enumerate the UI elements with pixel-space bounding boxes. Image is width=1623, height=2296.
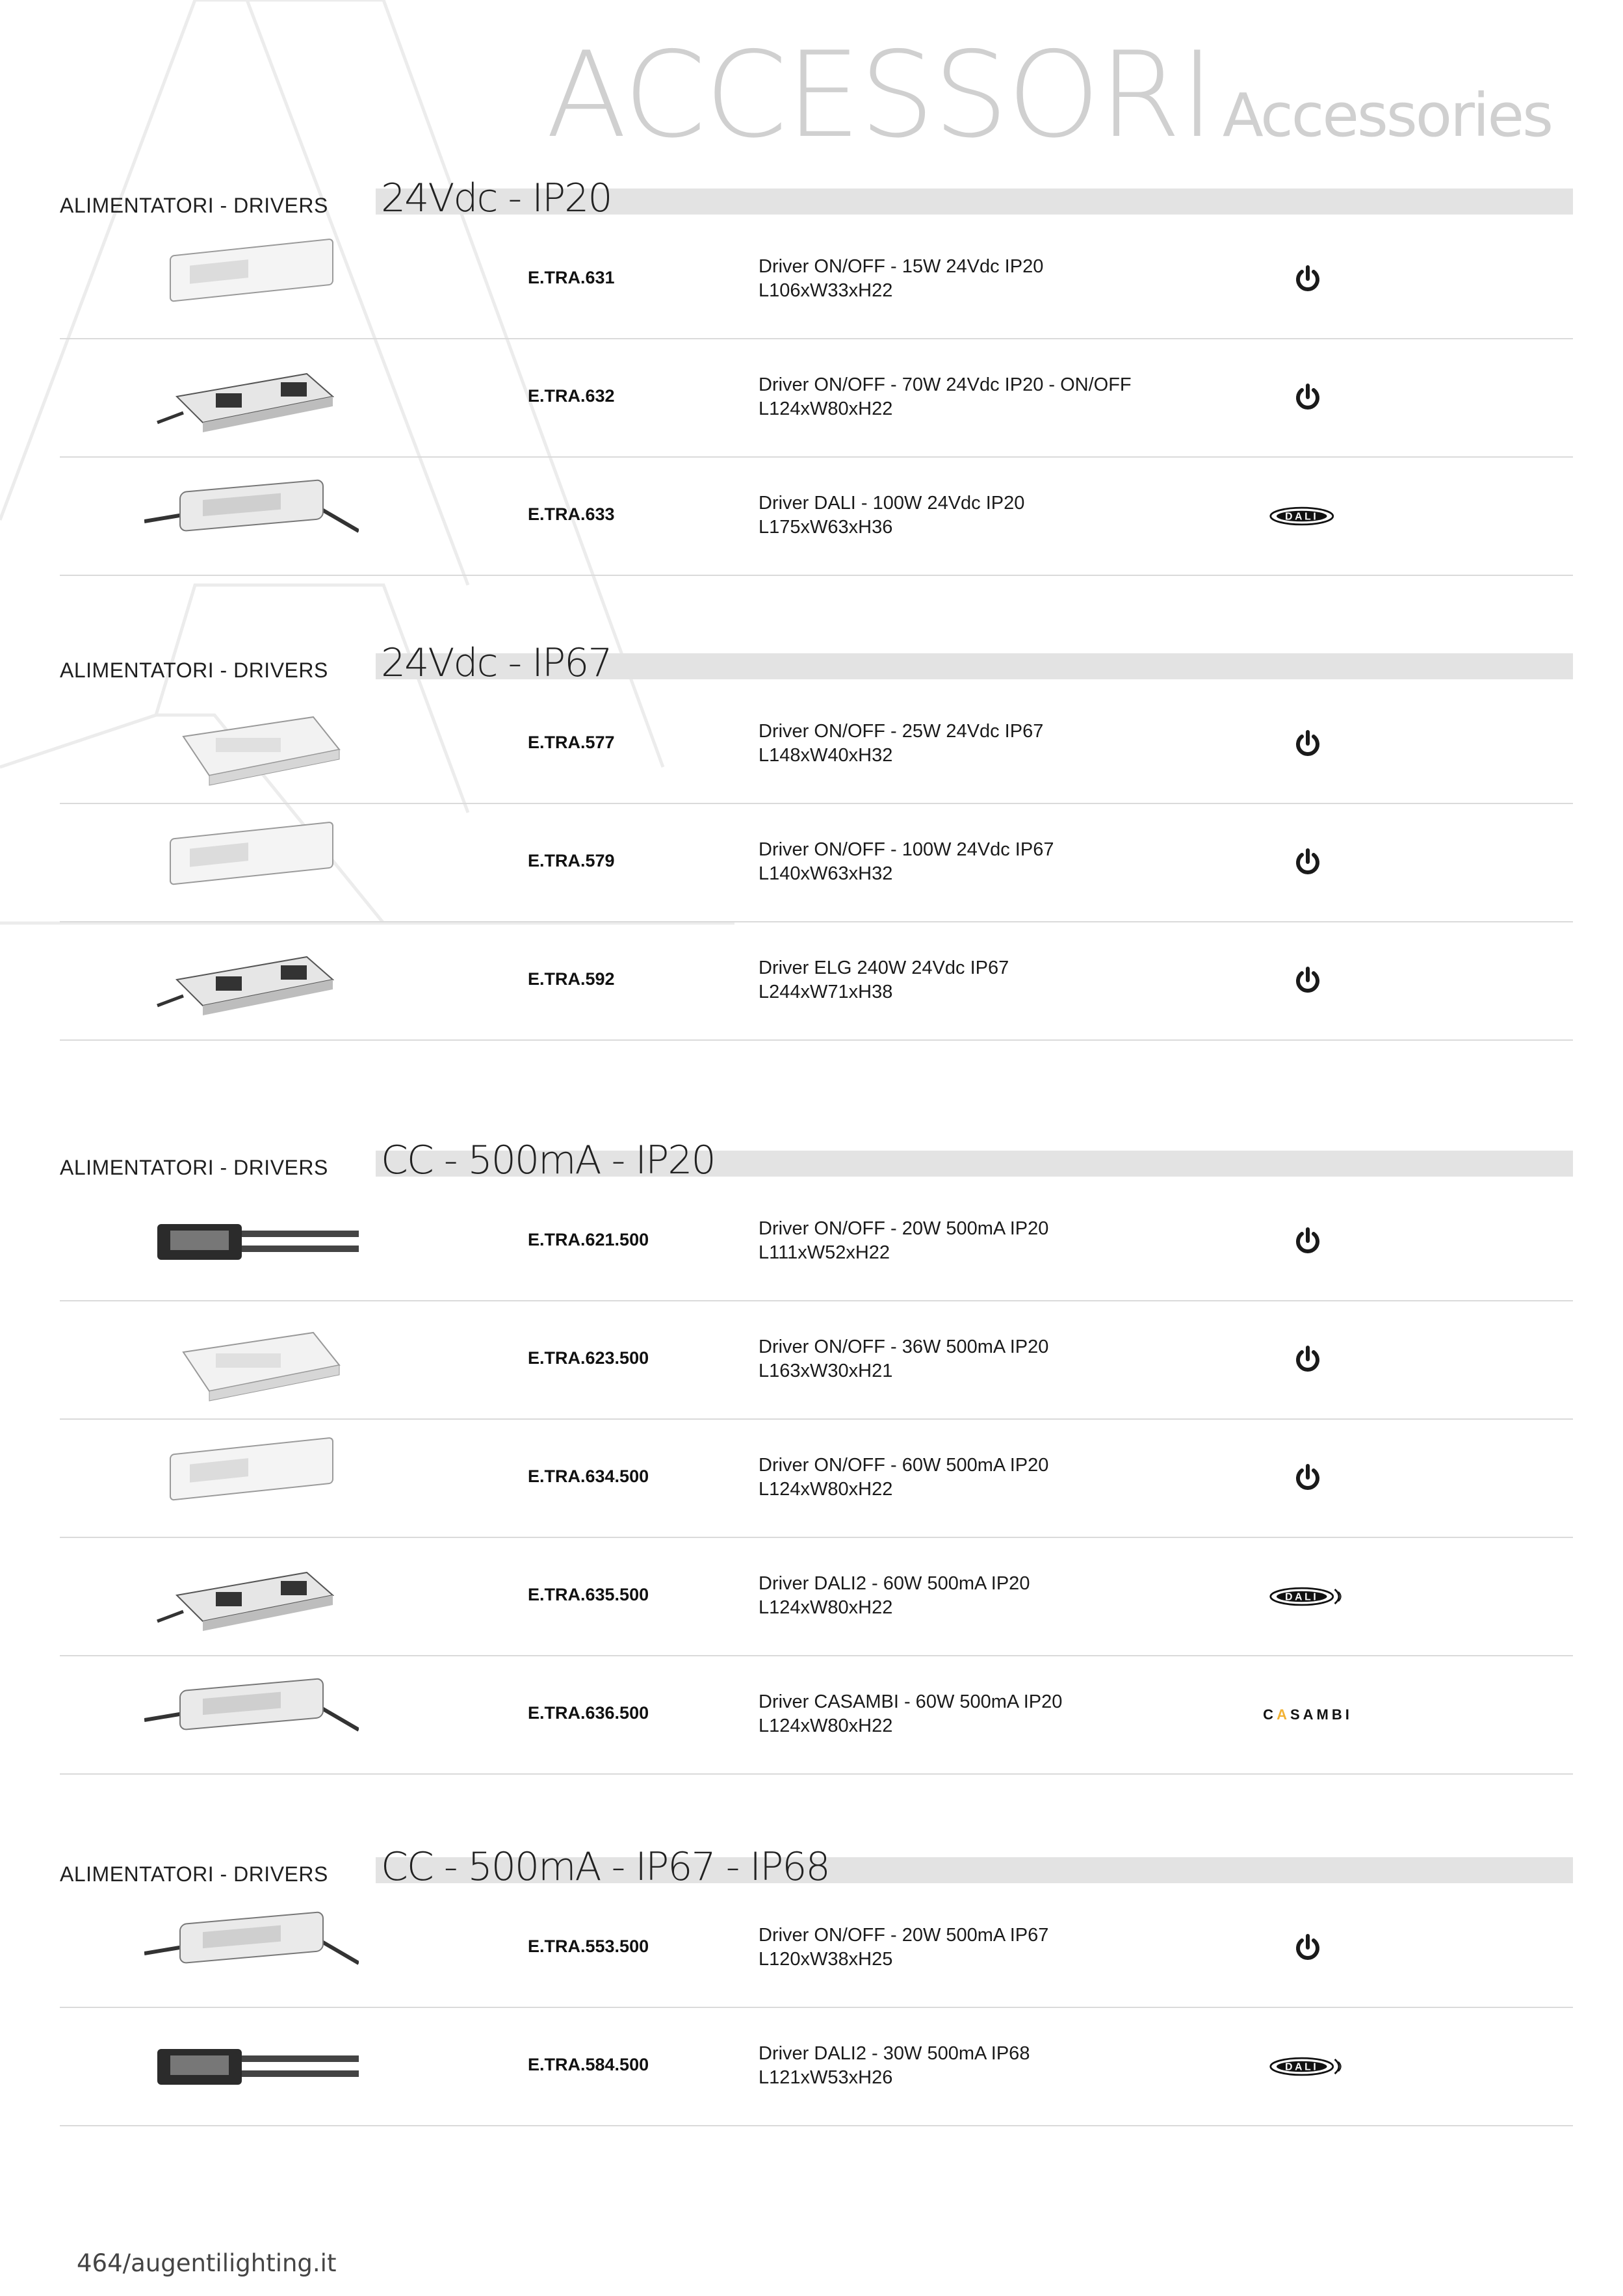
dali-logo-text: DALI — [1285, 2061, 1319, 2073]
product-description — [759, 491, 1024, 540]
product-desc-text: Driver ON/OFF - 100W 24Vdc IP67 — [759, 839, 1054, 860]
product-description — [759, 956, 1009, 1004]
product-description — [759, 720, 1043, 768]
page-footer: 464/augentilighting.it — [77, 2249, 337, 2277]
product-code: E.TRA.635.500 — [528, 1585, 649, 1604]
product-code: E.TRA.631 — [528, 268, 615, 287]
product-dimensions: L111xW52xH22 — [759, 1242, 890, 1263]
product-description — [759, 1690, 1062, 1738]
product-image — [144, 1313, 359, 1407]
section-header — [60, 176, 1573, 221]
power-icon — [1292, 1932, 1324, 1964]
product-code: E.TRA.623.500 — [528, 1348, 649, 1368]
product-description — [759, 1335, 1048, 1383]
product-row — [60, 339, 1573, 458]
product-row — [60, 686, 1573, 804]
section-title: 24Vdc - IP20 — [381, 176, 612, 221]
section-category: ALIMENTATORI - DRIVERS — [60, 1862, 328, 1886]
product-image — [144, 351, 359, 445]
product-section — [60, 176, 1573, 576]
product-row — [60, 1420, 1573, 1538]
control-type-icon — [1269, 726, 1347, 763]
product-description — [759, 2042, 1030, 2090]
product-desc-text: Driver ON/OFF - 36W 500mA IP20 — [759, 1337, 1049, 1357]
product-dimensions: L124xW80xH22 — [759, 1715, 893, 1736]
product-description — [759, 255, 1043, 303]
product-description — [759, 838, 1054, 886]
product-section — [60, 1844, 1573, 2126]
product-dimensions: L106xW33xH22 — [759, 280, 893, 301]
product-image — [144, 934, 359, 1028]
product-dimensions: L175xW63xH36 — [759, 517, 893, 538]
product-dimensions: L124xW80xH22 — [759, 1597, 893, 1618]
product-code: E.TRA.579 — [528, 851, 615, 870]
dali-logo — [1269, 503, 1347, 529]
section-category: ALIMENTATORI - DRIVERS — [60, 1156, 328, 1179]
product-section — [60, 1138, 1573, 1775]
dali-logo-text: DALI — [1285, 1591, 1319, 1603]
product-list — [60, 686, 1573, 1041]
control-type-icon — [1263, 1697, 1353, 1733]
power-icon — [1292, 965, 1324, 997]
product-row — [60, 1183, 1573, 1301]
product-dimensions: L124xW80xH22 — [759, 1479, 893, 1500]
page-title-sub: Accessories — [1222, 81, 1552, 150]
product-description — [759, 1924, 1048, 1972]
power-icon — [1292, 846, 1324, 879]
control-type-icon — [1269, 380, 1347, 416]
power-icon — [1292, 1462, 1324, 1494]
control-type-icon — [1269, 1342, 1347, 1378]
product-desc-text: Driver ON/OFF - 15W 24Vdc IP20 — [759, 256, 1044, 277]
product-desc-text: Driver ON/OFF - 20W 500mA IP67 — [759, 1925, 1049, 1946]
power-icon — [1292, 263, 1324, 296]
product-desc-text: Driver DALI2 - 60W 500mA IP20 — [759, 1573, 1030, 1594]
product-row — [60, 1301, 1573, 1420]
power-icon — [1292, 382, 1324, 414]
product-desc-text: Driver ON/OFF - 20W 500mA IP20 — [759, 1218, 1049, 1239]
control-type-icon — [1269, 261, 1347, 298]
product-dimensions: L140xW63xH32 — [759, 863, 893, 884]
power-icon — [1292, 1344, 1324, 1376]
control-type-icon — [1269, 498, 1347, 534]
section-title: CC - 500mA - IP67 - IP68 — [381, 1844, 829, 1890]
product-desc-text: Driver ON/OFF - 70W 24Vdc IP20 - ON/OFF — [759, 374, 1132, 395]
product-image — [144, 1195, 359, 1288]
product-code: E.TRA.553.500 — [528, 1937, 649, 1956]
product-image — [144, 1668, 359, 1762]
product-code: E.TRA.592 — [528, 969, 615, 989]
section-header — [60, 640, 1573, 686]
product-desc-text: Driver DALI - 100W 24Vdc IP20 — [759, 493, 1025, 514]
product-code: E.TRA.633 — [528, 504, 615, 524]
product-row — [60, 1538, 1573, 1656]
product-row — [60, 1890, 1573, 2008]
page-title-main: ACCESSORI — [545, 26, 1214, 164]
casambi-logo: CASAMBI — [1263, 1706, 1353, 1723]
control-type-icon — [1269, 844, 1347, 881]
product-image — [144, 816, 359, 909]
product-code: E.TRA.632 — [528, 386, 615, 406]
product-code: E.TRA.577 — [528, 733, 615, 752]
dali2-logo — [1269, 2054, 1347, 2080]
product-dimensions: L124xW80xH22 — [759, 398, 893, 419]
product-dimensions: L244xW71xH38 — [759, 982, 893, 1002]
control-type-icon — [1269, 1930, 1347, 1966]
product-dimensions: L163xW30xH21 — [759, 1361, 893, 1381]
section-category: ALIMENTATORI - DRIVERS — [60, 194, 328, 217]
product-dimensions: L148xW40xH32 — [759, 745, 893, 766]
product-dimensions: L120xW38xH25 — [759, 1949, 893, 1970]
section-category: ALIMENTATORI - DRIVERS — [60, 659, 328, 682]
product-desc-text: Driver DALI2 - 30W 500mA IP68 — [759, 2043, 1030, 2064]
control-type-icon — [1269, 1460, 1347, 1496]
product-description — [759, 373, 1132, 421]
product-image — [144, 1550, 359, 1643]
product-desc-text: Driver ON/OFF - 25W 24Vdc IP67 — [759, 721, 1044, 742]
control-type-icon — [1269, 2048, 1347, 2085]
section-header — [60, 1844, 1573, 1890]
product-row — [60, 922, 1573, 1041]
product-image — [144, 233, 359, 326]
product-list — [60, 221, 1573, 576]
section-title: CC - 500mA - IP20 — [381, 1138, 715, 1183]
product-desc-text: Driver CASAMBI - 60W 500mA IP20 — [759, 1691, 1063, 1712]
control-type-icon — [1269, 1578, 1347, 1615]
product-desc-text: Driver ON/OFF - 60W 500mA IP20 — [759, 1455, 1049, 1476]
product-image — [144, 698, 359, 791]
product-code: E.TRA.636.500 — [528, 1703, 649, 1723]
control-type-icon — [1269, 1223, 1347, 1260]
dali2-logo — [1269, 1584, 1347, 1610]
casambi-accent: A — [1277, 1706, 1290, 1723]
product-code: E.TRA.584.500 — [528, 2055, 649, 2074]
power-icon — [1292, 1225, 1324, 1258]
section-header — [60, 1138, 1573, 1183]
section-title: 24Vdc - IP67 — [381, 640, 612, 686]
product-description — [759, 1454, 1048, 1502]
dali-logo-text: DALI — [1285, 511, 1319, 523]
product-dimensions: L121xW53xH26 — [759, 2067, 893, 2088]
control-type-icon — [1269, 963, 1347, 999]
product-row — [60, 2008, 1573, 2126]
product-desc-text: Driver ELG 240W 24Vdc IP67 — [759, 958, 1009, 978]
product-row — [60, 458, 1573, 576]
product-row — [60, 1656, 1573, 1775]
product-list — [60, 1890, 1573, 2126]
product-image — [144, 2020, 359, 2113]
product-image — [144, 469, 359, 563]
product-section — [60, 640, 1573, 1041]
product-image — [144, 1901, 359, 1995]
product-row — [60, 221, 1573, 339]
power-icon — [1292, 728, 1324, 761]
product-description — [759, 1217, 1048, 1265]
product-description — [759, 1572, 1030, 1620]
product-image — [144, 1431, 359, 1525]
product-code: E.TRA.634.500 — [528, 1467, 649, 1486]
product-row — [60, 804, 1573, 922]
product-list — [60, 1183, 1573, 1775]
product-code: E.TRA.621.500 — [528, 1230, 649, 1249]
page-title — [545, 26, 1552, 164]
